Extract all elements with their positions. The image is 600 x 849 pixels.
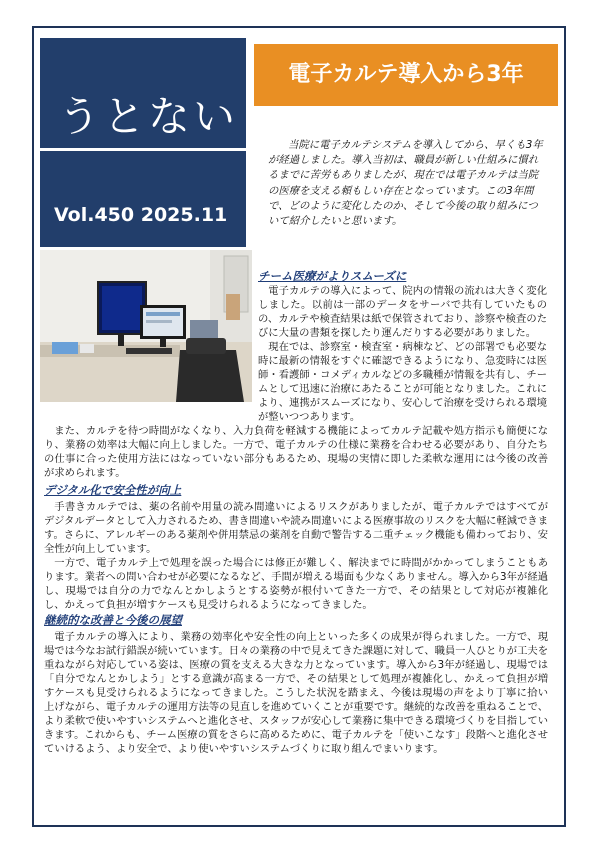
outlook-paragraph-1: 電子カルテの導入により、業務の効率化や安全性の向上といった多くの成果が得られました。一方で、現場では今なお試行錯誤が続いています。日々の業務の中で見えてきた課題に対して、職員一人ひとりが工夫を重ねながら対応している姿は、医療の質を支える大きな力となっています。導入から3年が経過し、現場では「自分でなんとかしよう」とする意識が高まる一方で、その結果として処理が複雑化し、かえって負担が増すケースも見受けられるようになってきました。こうした状況を踏まえ、今後は現場の声をより丁寧に拾い上げながら、電子カルテの運用方法等の見直しを進めていくことが重要です。継続的な改善を重ねることで、より柔軟で使いやすいシステムへと進化させ、スタッフが安心して業務に集中できる環境づくりを目指していきます。これからも、チーム医療の質をさらに高めるために、電子カルテを「使いこなす」段階へと進化させていけるよう、より安全で、より使いやすいシステムづくりに取り組んでまいります。 bbox=[44, 631, 548, 756]
office-photo bbox=[40, 250, 252, 402]
team-paragraph-3: また、カルテを待つ時間がなくなり、入力負荷を軽減する機能によってカルテ記載や処方指示も簡便になり、業務の効率は大幅に向上しました。一方で、電子カルテの仕様に業務を合わせる必要があり、自分たちの仕事に合った使用方法にはなっていない部分もあるため、現場の実情に即した柔軟な運用には今後の改善が求められます。 bbox=[44, 425, 548, 480]
section-heading-outlook-text: 継続的な改善と今後の展望 bbox=[44, 613, 182, 627]
section-heading-safety bbox=[44, 482, 181, 498]
team-paragraph-2: 現在では、診察室・検査室・病棟など、どの部署でも必要な時に最新の情報をすぐに確認できるようになり、急変時には医師・看護師・コメディカルなどの多職種が情報を共有し、チームとして迅速に治療にあたることが可能となりました。これにより、連携がスムーズになり、安心して治療を受けられる環境が整いつつあります。 bbox=[258, 341, 547, 424]
team-paragraph-1: 電子カルテの導入によって、院内の情報の流れは大きく変化しました。以前は一部のデータをサーバで共有していたものの、カルテや検査結果は紙で保管されており、診察や検査のたびに大量の書類を探したり運んだりする必要がありました。 bbox=[258, 285, 547, 340]
headline-banner: 電子カルテ導入から3年 bbox=[254, 44, 558, 106]
masthead bbox=[38, 36, 248, 249]
section-heading-outlook bbox=[44, 612, 182, 628]
section-safety bbox=[44, 500, 548, 612]
safety-paragraph-1: 手書きカルテでは、薬の名前や用量の読み間違いによるリスクがありましたが、電子カルテではすべてがデジタルデータとして入力されるため、書き間違いや読み間違いによる医療事故のリスクを大幅に軽減できます。さらに、アレルギーのある薬剤や併用禁忌の薬剤を自動で警告する二重チェック機能も備わっており、安全性が向上しています。 bbox=[44, 501, 548, 556]
section-heading-team bbox=[258, 268, 406, 284]
section-team-top bbox=[258, 284, 547, 424]
masthead-divider bbox=[40, 148, 246, 151]
intro-text: 当院に電子カルテシステムを導入してから、早くも3年が経過しました。導入当初は、職員が新しい仕組みに慣れるまでに苦労もありましたが、現在では電子カルテは当院の医療を支える頼もしい存在となっています。この3年間で、どのように変化したのか、そして今後の取り組みについて紹介したいと思います。 bbox=[268, 139, 543, 228]
section-outlook bbox=[44, 630, 548, 756]
newsletter-title: うとない bbox=[58, 92, 239, 141]
safety-paragraph-2: 一方で、電子カルテ上で処理を誤った場合には修正が難しく、解決までに時間がかかってしまうこともあります。業者への問い合わせが必要になるなど、手間が増える場面も少なくありません。導入から3年が経過し、現場では自分の力でなんとかしようとする姿勢が根付いてきた一方で、その結果として対応が複雑化し、かえって負担が増すケースも見受けられるようになってきました。 bbox=[44, 557, 548, 612]
office-photo-illustration bbox=[40, 250, 252, 402]
volume-date: Vol.450 2025.11 bbox=[54, 204, 228, 226]
section-team-bottom bbox=[44, 424, 548, 480]
section-heading-safety-text: デジタル化で安全性が向上 bbox=[44, 483, 182, 497]
section-heading-team-text: チーム医療がよりスムーズに bbox=[258, 269, 407, 283]
